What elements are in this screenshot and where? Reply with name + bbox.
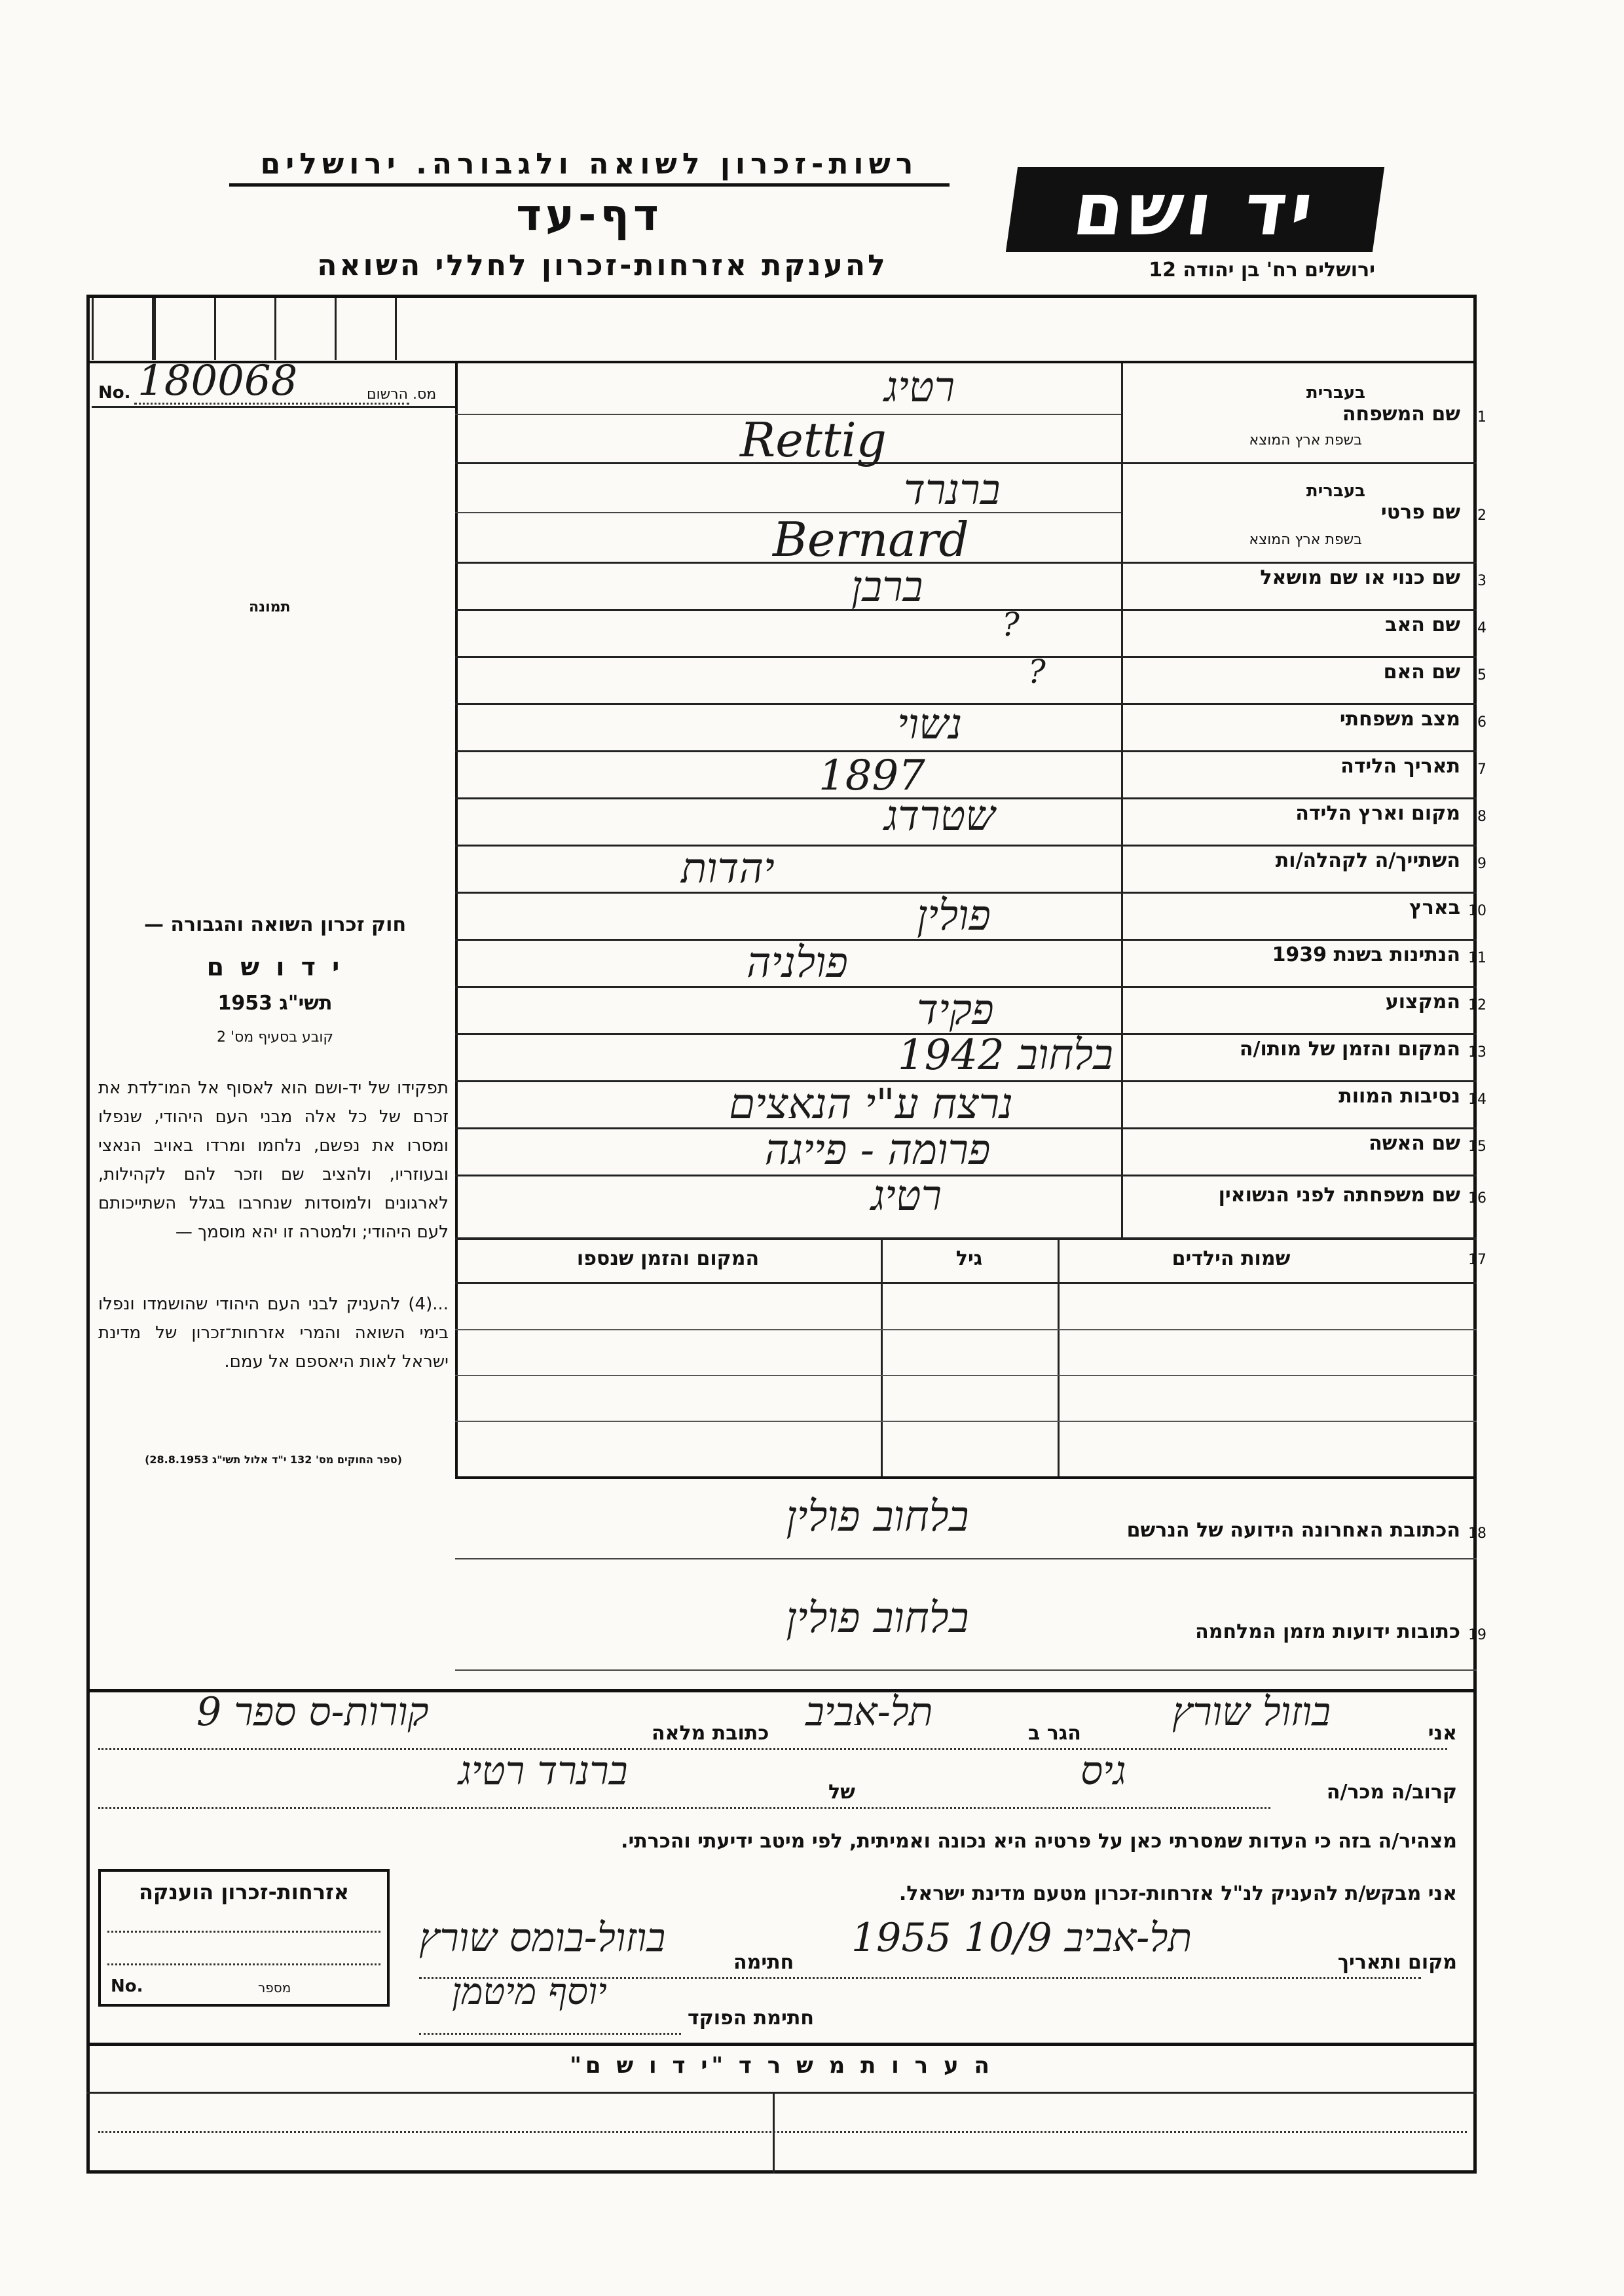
- field-number: 4: [1477, 620, 1486, 636]
- children-table: [455, 1237, 1477, 1476]
- row-line: [455, 1476, 1477, 1479]
- children-col-names: שמות הילדים: [1172, 1247, 1291, 1270]
- field-label-marital-status: מצב משפחתי: [1339, 708, 1460, 731]
- row-line: [455, 1558, 1477, 1559]
- address-label: כתובת מלאה: [652, 1722, 769, 1745]
- field-number: 3: [1477, 573, 1486, 589]
- declaration-line: [98, 1748, 1447, 1750]
- first-name-hebrew: ברנרד: [904, 466, 1001, 515]
- address-line: ירושלים רח' בן יהודה 12: [1149, 259, 1375, 282]
- field-number: 2: [1477, 507, 1486, 524]
- field-number: 1: [1477, 409, 1486, 426]
- registration-underline: [92, 406, 455, 408]
- field-number: 16: [1468, 1190, 1486, 1207]
- relation-label: קרוב/ה מכר/ה: [1326, 1781, 1457, 1804]
- row-line: [455, 845, 1477, 847]
- birth-place-value: שטרדג: [884, 792, 995, 841]
- field-label-last-address: הכתובת האחרונה הידועה של הנרשם: [1126, 1519, 1460, 1542]
- field-label-maiden-name: שם משפחתה לפני הנשואין: [1218, 1184, 1460, 1207]
- profession-value: פקיד: [917, 986, 994, 1034]
- field-label-death-place-time: המקום והזמן של מותו/ה: [1239, 1038, 1460, 1061]
- row-line: [455, 703, 1477, 705]
- last-address-value: בלחוב פולין: [786, 1493, 969, 1541]
- row-line: [455, 656, 1477, 658]
- field-label-birth-place: מקום וארץ הלידה: [1295, 802, 1460, 825]
- declarant-name: בוזול שורץ: [1172, 1689, 1331, 1735]
- row-line: [455, 1669, 1477, 1671]
- field-sublabel: בעברית: [1306, 481, 1365, 501]
- law-name: י ד ו ש ם: [206, 953, 344, 981]
- field-number: 5: [1477, 667, 1486, 683]
- signature-label: חתימה: [733, 1951, 794, 1974]
- field-label-birth-date: תאריך הלידה: [1340, 755, 1460, 778]
- field-label-first-name: שם פרטי: [1380, 501, 1460, 524]
- row-line: [455, 1175, 1477, 1176]
- wartime-address-value: בלחוב פולין: [786, 1594, 969, 1643]
- field-number: 15: [1468, 1139, 1486, 1155]
- field-label-country: בארץ: [1409, 896, 1460, 919]
- officer-line: [419, 2033, 681, 2035]
- top-strip-grid: [92, 298, 455, 360]
- place-date-label: מקום ותאריך: [1337, 1951, 1457, 1974]
- declarant-address: קורות-ס ספר 9: [196, 1689, 429, 1735]
- law-year: תשי"ג 1953: [217, 992, 333, 1015]
- field-label-nationality-1939: הנתינות בשנת 1939: [1272, 943, 1460, 966]
- law-clause: קובע בסעיף מס' 2: [216, 1029, 334, 1046]
- row-line: [455, 750, 1477, 752]
- of-name-value: ברנרד רטיג: [458, 1748, 628, 1794]
- field-label-wife-name: שם האשה: [1369, 1132, 1460, 1155]
- maiden-name-value: רטיג: [871, 1172, 942, 1220]
- death-place-time-value: בלחוב 1942: [897, 1031, 1113, 1080]
- father-name-value: ?: [1002, 606, 1020, 644]
- country-value: פולין: [917, 892, 991, 940]
- field-number: 11: [1468, 950, 1486, 966]
- row-line: [455, 462, 1477, 464]
- photo-placeholder-label: תמונה: [249, 599, 291, 615]
- registration-label: מס. הרשום: [367, 386, 437, 403]
- form-subtitle: להענקת אזרחות-זכרון לחללי השואה: [317, 249, 888, 282]
- row-line: [455, 609, 1477, 611]
- field-label-nickname: שם כנוי או שם מושאל: [1260, 566, 1460, 589]
- field-sublabel: בשפת ארץ המוצא: [1249, 532, 1362, 548]
- marital-status-value: נשוי: [897, 701, 963, 749]
- field-label-profession: המקצוע: [1385, 991, 1460, 1013]
- field-sublabel: בשפת ארץ המוצא: [1249, 432, 1362, 448]
- field-label-mother-name: שם האם: [1383, 661, 1460, 683]
- law-reference: (ספר החוקים מס' 132 י"ד אלול תשי"ג 28.8.1953): [145, 1453, 402, 1466]
- field-number: 17: [1468, 1252, 1486, 1268]
- grant-box-no-label: No.: [111, 1977, 143, 1996]
- law-paragraph-2: ...(4) להעניק לבני העם היהודי שהושמדו ונפלו בימי השואה והמרי אזרחות־זכרון של מדינת ישראל לאות היאספם אל עמם.: [98, 1294, 449, 1372]
- field-label-wartime-address: כתובות ידועות מזמן המלחמה: [1195, 1620, 1460, 1643]
- declaration-line: [98, 1807, 1270, 1809]
- yad-vashem-logo: [1006, 167, 1384, 252]
- field-number: 14: [1468, 1091, 1486, 1108]
- field-label-death-circumstances: נסיבות המוות: [1338, 1085, 1460, 1108]
- family-name-foreign: Rettig: [740, 412, 887, 467]
- grant-box-title: אזרחות-זכרון הוענקה: [138, 1880, 350, 1904]
- authority-title: רשות-זכרון לשואה ולגבורה. ירושלים: [229, 147, 950, 187]
- signature-value: בוזול-בומס שורץ: [419, 1915, 666, 1961]
- notes-line: [86, 2092, 1477, 2094]
- mother-name-value: ?: [1028, 653, 1046, 691]
- children-col-place: המקום והזמן שנספו: [576, 1247, 760, 1270]
- nickname-value: ברבן: [851, 563, 923, 611]
- officer-label: חתימת הפוקד: [688, 2007, 814, 2030]
- field-label-father-name: שם האב: [1385, 613, 1460, 636]
- field-number: 9: [1477, 856, 1486, 872]
- field-label-community: השתייך/ה לקהלה/ות: [1275, 849, 1460, 872]
- of-label: של: [828, 1781, 855, 1804]
- field-number: 8: [1477, 809, 1486, 825]
- family-name-hebrew: רטיג: [884, 363, 955, 412]
- section-divider: [86, 2043, 1477, 2046]
- officer-signature: יוסף מיטמן: [452, 1971, 607, 2013]
- declarant-city: תל-אביב: [805, 1689, 933, 1735]
- death-circumstances-value: נרצח ע"י הנאצים: [729, 1080, 1013, 1129]
- field-number: 19: [1468, 1627, 1486, 1643]
- logo-text: יד ושם: [1068, 168, 1322, 251]
- children-col-age: גיל: [955, 1247, 983, 1270]
- declaration-request: אני מבקש/ת להעניק לנ"ל אזרחות-זכרון מטעם מדינת ישראל.: [898, 1882, 1457, 1905]
- birth-date-value: 1897: [819, 752, 925, 800]
- field-number: 12: [1468, 997, 1486, 1013]
- field-number: 10: [1468, 903, 1486, 919]
- place-date-value: תל-אביב 10/9 1955: [851, 1915, 1192, 1961]
- field-label-family-name: שם המשפחה: [1342, 403, 1460, 426]
- field-sublabel: בעברית: [1306, 383, 1365, 403]
- law-title: חוק זכרון השואה והגבורה —: [143, 913, 407, 936]
- registration-number: 180068: [138, 357, 298, 405]
- nationality-value: פולניה: [747, 939, 848, 987]
- law-paragraph-1: תפקידו של יד-ושם הוא לאסוף אל המו־לדת את זכרם של כל אלה מבני העם היהודי, שנפלו ומסרו את נפשם, נלחמו ומרדו באויב הנאצי ובעוזריו, ולהציב שם וזכר להם לקהילות, לארגונים ולמוסדות שנחרבו בגלל השתייכותם לעם היהודי; ולמטרה זו יהא מוסמך —: [98, 1078, 449, 1242]
- wife-name-value: פרומה - פייגה: [764, 1126, 991, 1175]
- first-name-foreign: Bernard: [773, 512, 969, 567]
- community-value: יהדות: [681, 845, 775, 893]
- registration-number-line: [134, 403, 409, 405]
- grant-box-number-label: מספר: [258, 1980, 291, 1995]
- declaration-statement: מצהיר/ה בזה כי העדות שמסרתי כאן על פרטיה היא נכונה ואמיתית, לפי מיטב ידיעתי והכרתי.: [621, 1830, 1457, 1853]
- field-number: 6: [1477, 714, 1486, 731]
- declaration-i-label: אני: [1428, 1722, 1457, 1745]
- registration-no-label: No.: [98, 383, 131, 403]
- form-title: דף-עד: [516, 190, 663, 240]
- citizenship-grant-box: [98, 1869, 390, 2007]
- field-number: 7: [1477, 761, 1486, 778]
- office-notes-title: ה ע ר ו ת מ ש ר ד "י ד ו ש ם": [570, 2052, 993, 2079]
- relation-value: גיס: [1080, 1748, 1126, 1794]
- resides-label: הגר ב: [1028, 1722, 1081, 1745]
- label-column-divider: [1121, 363, 1123, 1237]
- field-number: 18: [1468, 1525, 1486, 1542]
- field-number: 13: [1468, 1044, 1486, 1061]
- notes-line: [98, 2131, 1467, 2133]
